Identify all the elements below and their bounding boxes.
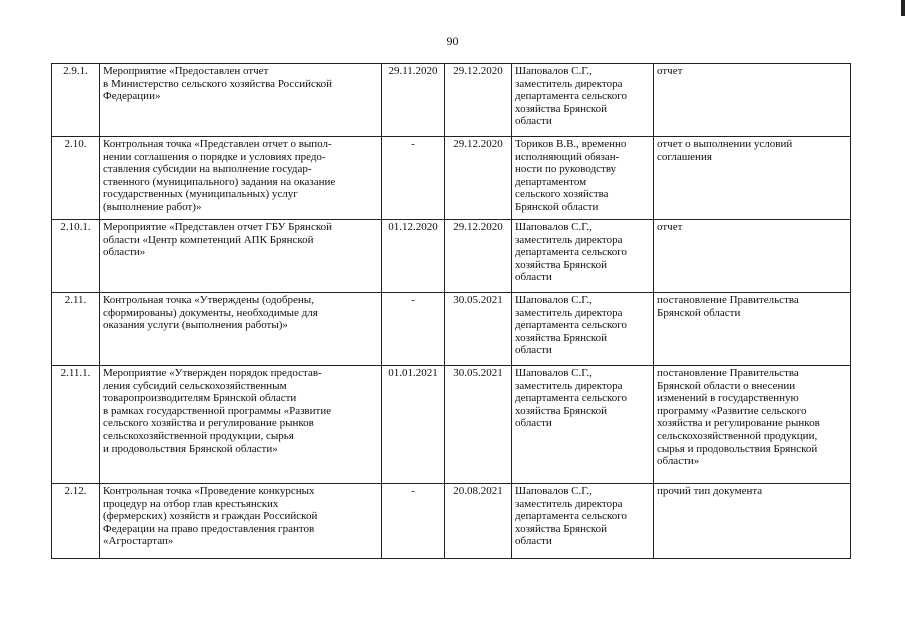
result-cell-line: отчет: [657, 221, 683, 233]
event-cell-line: ственного (муниципального) задания на оказание: [103, 175, 336, 188]
responsible-cell-line: департамента сельского: [515, 90, 628, 103]
event-cell-line: «Агростартап»: [103, 535, 174, 548]
result-cell: [654, 293, 851, 366]
responsible-cell-line: заместитель директора: [515, 233, 623, 246]
responsible-cell-line: хозяйства Брянской: [515, 522, 608, 535]
responsible-cell-line: заместитель директора: [515, 497, 623, 510]
responsible-cell-line: заместитель директора: [515, 77, 623, 90]
responsible-cell: [512, 64, 654, 137]
responsible-cell: [512, 137, 654, 220]
event-cell-line: Контрольная точка «Утверждены (одобрены,: [103, 294, 314, 306]
start-date-cell: 29.11.2020: [382, 64, 445, 137]
responsible-cell-line: Шаповалов С.Г.,: [515, 221, 592, 233]
result-cell-line: области»: [657, 455, 700, 468]
event-cell-line: области»: [103, 246, 146, 259]
table-row: [52, 64, 851, 137]
end-date-cell: 20.08.2021: [445, 484, 512, 559]
responsible-cell-line: области: [515, 535, 552, 548]
event-cell-line: процедур на отбор глав крестьянских: [103, 497, 279, 510]
result-cell-line: изменений в государственную: [657, 392, 799, 405]
event-cell-line: Мероприятие «Предоставлен отчет: [103, 65, 269, 77]
end-date-cell: 29.12.2020: [445, 137, 512, 220]
event-cell-line: сформированы) документы, необходимые для: [103, 306, 318, 319]
table-row: [52, 484, 851, 559]
plan-table-body: [52, 64, 851, 559]
item-number-cell: 2.10.: [52, 137, 100, 220]
event-cell-line: Мероприятие «Представлен отчет ГБУ Брянской: [103, 221, 332, 233]
end-date-cell: 29.12.2020: [445, 64, 512, 137]
result-cell-line: постановление Правительства: [657, 294, 799, 306]
item-number-cell: 2.9.1.: [52, 64, 100, 137]
start-date-cell: 01.12.2020: [382, 220, 445, 293]
result-cell-line: соглашения: [657, 150, 712, 163]
responsible-cell-line: хозяйства Брянской: [515, 102, 608, 115]
responsible-cell-line: области: [515, 344, 552, 357]
responsible-cell-line: Шаповалов С.Г.,: [515, 294, 592, 306]
event-cell-line: ставления субсидии на выполнение государ-: [103, 163, 312, 176]
responsible-cell-line: заместитель директора: [515, 306, 623, 319]
responsible-cell: [512, 366, 654, 484]
event-cell-line: сельского хозяйства и регулирование рынков: [103, 417, 314, 430]
responsible-cell-line: области: [515, 115, 552, 128]
event-cell: [100, 137, 382, 220]
responsible-cell-line: области: [515, 417, 552, 430]
responsible-cell: [512, 293, 654, 366]
end-date-cell: 30.05.2021: [445, 366, 512, 484]
table-row: [52, 137, 851, 220]
result-cell-line: Брянской области: [657, 306, 741, 319]
event-cell: [100, 366, 382, 484]
item-number-cell: 2.12.: [52, 484, 100, 559]
responsible-cell-line: хозяйства Брянской: [515, 404, 608, 417]
result-cell-line: хозяйства и регулирование рынков: [657, 417, 820, 430]
responsible-cell-line: департамента сельского: [515, 319, 628, 332]
responsible-cell-line: Шаповалов С.Г.,: [515, 367, 592, 379]
start-date-cell: -: [382, 484, 445, 559]
table-row: [52, 366, 851, 484]
responsible-cell: [512, 484, 654, 559]
result-cell: [654, 484, 851, 559]
event-cell-line: Федерации»: [103, 90, 161, 103]
result-cell-line: сельскохозяйственной продукции,: [657, 429, 818, 442]
event-cell-line: Мероприятие «Утвержден порядок предостав-: [103, 367, 322, 379]
result-cell: [654, 220, 851, 293]
result-cell: [654, 64, 851, 137]
event-cell-line: Контрольная точка «Представлен отчет о выпол-: [103, 138, 332, 150]
result-cell-line: постановление Правительства: [657, 367, 799, 379]
responsible-cell-line: ности по руководству: [515, 163, 617, 176]
event-cell: [100, 64, 382, 137]
event-cell-line: товаропроизводителям Брянской области: [103, 392, 297, 405]
result-cell-line: прочий тип документа: [657, 485, 763, 497]
responsible-cell-line: хозяйства Брянской: [515, 331, 608, 344]
responsible-cell-line: сельского хозяйства: [515, 188, 609, 201]
responsible-cell-line: Шаповалов С.Г.,: [515, 65, 592, 77]
item-number-cell: 2.11.: [52, 293, 100, 366]
event-cell-line: в Министерство сельского хозяйства Российской: [103, 77, 333, 90]
event-cell: [100, 220, 382, 293]
result-cell-line: сырья и продовольствия Брянской: [657, 442, 818, 455]
result-cell-line: программу «Развитие сельского: [657, 404, 807, 417]
event-cell-line: государственных (муниципальных) услуг: [103, 188, 298, 201]
start-date-cell: -: [382, 137, 445, 220]
responsible-cell-line: хозяйства Брянской: [515, 258, 608, 271]
table-row: [52, 293, 851, 366]
end-date-cell: 29.12.2020: [445, 220, 512, 293]
event-cell-line: и продовольствия Брянской области»: [103, 442, 278, 455]
event-cell-line: в рамках государственной программы «Развитие: [103, 404, 332, 417]
result-cell-line: отчет: [657, 65, 683, 77]
event-cell-line: оказания услуги (выполнения работы)»: [103, 319, 288, 332]
responsible-cell-line: департаментом: [515, 175, 587, 188]
responsible-cell-line: заместитель директора: [515, 379, 623, 392]
page-number: 90: [446, 34, 459, 48]
event-cell-line: ления субсидий сельскохозяйственным: [103, 379, 287, 392]
table-row: [52, 220, 851, 293]
event-cell: [100, 293, 382, 366]
event-cell-line: (фермерских) хозяйств и граждан Российской: [103, 510, 318, 523]
event-cell-line: нении соглашения о порядке и условиях предо-: [103, 150, 326, 163]
edge-mark: [901, 0, 905, 16]
event-cell: [100, 484, 382, 559]
item-number-cell: 2.11.1.: [52, 366, 100, 484]
responsible-cell-line: департамента сельского: [515, 246, 628, 259]
event-cell-line: Федерации на право предоставления грантов: [103, 522, 315, 535]
responsible-cell: [512, 220, 654, 293]
item-number-cell: 2.10.1.: [52, 220, 100, 293]
responsible-cell-line: департамента сельского: [515, 510, 628, 523]
result-cell-line: отчет о выполнении условий: [657, 138, 793, 150]
event-cell-line: области «Центр компетенций АПК Брянской: [103, 233, 314, 246]
event-cell-line: (выполнение работ)»: [103, 200, 202, 213]
event-cell-line: сельскохозяйственной продукции, сырья: [103, 429, 294, 442]
responsible-cell-line: области: [515, 271, 552, 284]
result-cell: [654, 137, 851, 220]
responsible-cell-line: Ториков В.В., временно: [515, 138, 627, 150]
start-date-cell: -: [382, 293, 445, 366]
end-date-cell: 30.05.2021: [445, 293, 512, 366]
result-cell-line: Брянской области о внесении: [657, 379, 796, 392]
result-cell: [654, 366, 851, 484]
responsible-cell-line: Брянской области: [515, 200, 599, 213]
responsible-cell-line: исполняющий обязан-: [515, 150, 620, 163]
responsible-cell-line: департамента сельского: [515, 392, 628, 405]
plan-table: [51, 63, 851, 559]
start-date-cell: 01.01.2021: [382, 366, 445, 484]
event-cell-line: Контрольная точка «Проведение конкурсных: [103, 485, 315, 497]
responsible-cell-line: Шаповалов С.Г.,: [515, 485, 592, 497]
